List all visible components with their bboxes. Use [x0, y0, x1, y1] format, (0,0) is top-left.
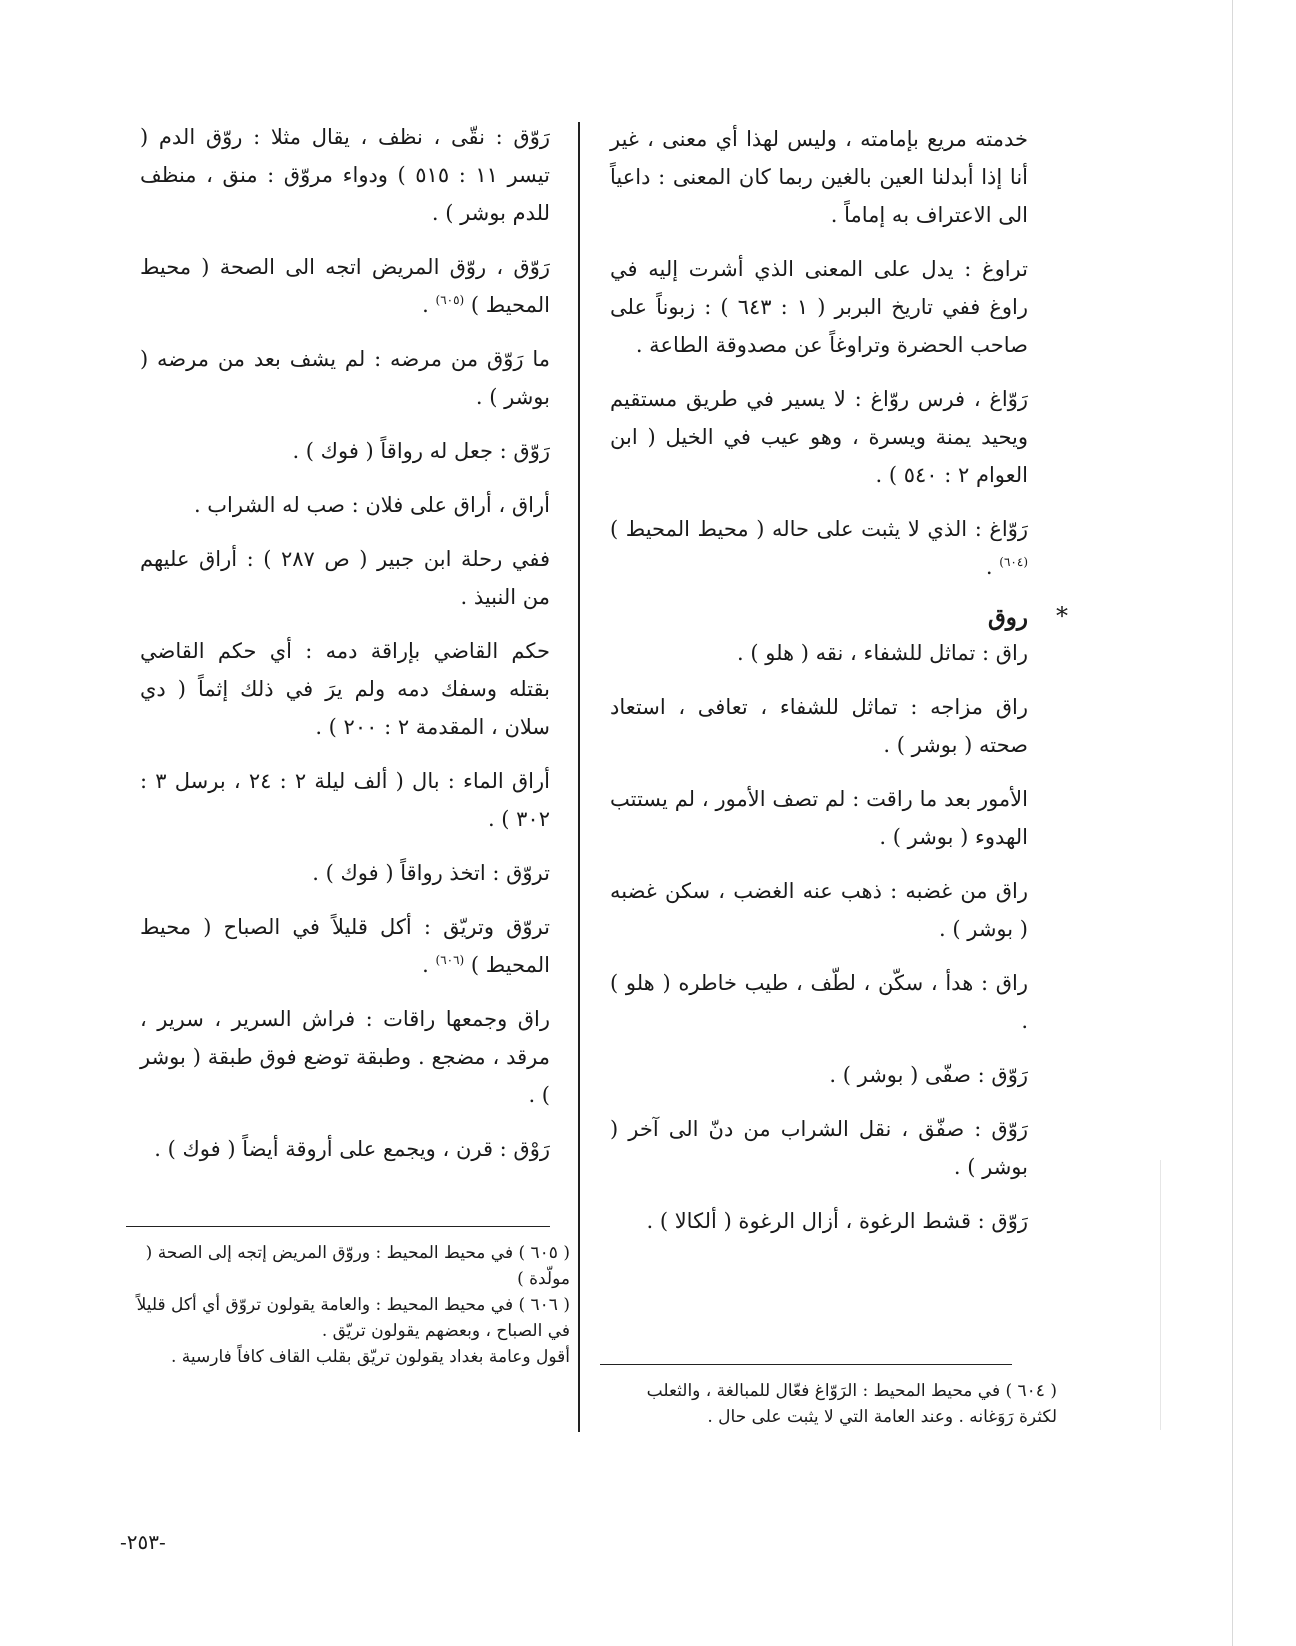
- entry-text: رَوّق ، روّق المريض اتجه الى الصحة ( محيط المحيط ): [140, 255, 550, 317]
- entry-paragraph: رَوّق : صفّق ، نقل الشراب من دنّ الى آخر ( بوشر ) .: [610, 1117, 1028, 1179]
- entry-paragraph: ما رَوّق من مرضه : لم يشف بعد من مرضه ( بوشر ) .: [140, 347, 550, 409]
- footnote-ref: (٦٠٥): [435, 293, 465, 307]
- root-heading-block: [610, 602, 1068, 634]
- entry-paragraph: راق من غضبه : ذهب عنه الغضب ، سكن غضبه ( بوشر ) .: [610, 879, 1028, 941]
- column-divider: [578, 122, 580, 1432]
- right-column: [610, 120, 1068, 1256]
- entry-paragraph: حكم القاضي بإراقة دمه : أي حكم القاضي بقتله وسفك دمه ولم يرَ في ذلك إثماً ( دي سلان ، المقدمة ٢ : ٢٠٠ ) .: [140, 639, 550, 739]
- scan-artifact-line: [1160, 1160, 1161, 1430]
- entry-paragraph-rawwaq-patient: [140, 248, 550, 324]
- left-column: [140, 118, 550, 1184]
- footnote: ( ٦٠٤ ) في محيط المحيط : الرَوّاغ فعّال للمبالغة ، والثعلب لكثرة رَوَغانه . وعند العامة التي لا يثبت على حال .: [646, 1381, 1057, 1427]
- entry-paragraph: أراق ، أراق على فلان : صب له الشراب .: [193, 493, 550, 517]
- scan-edge-line: [1232, 0, 1233, 1646]
- entry-end: .: [422, 953, 436, 977]
- entry-text: تروّق وتريّق : أكل قليلاً في الصباح ( محيط المحيط ): [140, 915, 550, 977]
- entry-paragraph: رَوّاغ ، فرس روّاغ : لا يسير في طريق مستقيم ويحيد يمنة ويسرة ، وهو عيب في الخيل ( ابن العوام ٢ : ٥٤٠ ) .: [610, 387, 1028, 487]
- entry-paragraph: راق وجمعها راقات : فراش السرير ، سرير ، مرقد ، مضجع . وطبقة توضع فوق طبقة ( بوشر ) .: [140, 1007, 550, 1107]
- footnote: ( ٦٠٥ ) في محيط المحيط : وروّق المريض إتجه إلى الصحة ( مولّدة ): [145, 1243, 570, 1289]
- entry-paragraph: رَوْق : قرن ، ويجمع على أروقة أيضاً ( فوك ) .: [154, 1137, 550, 1161]
- entry-paragraph-rawwagh: [610, 510, 1028, 586]
- entry-paragraph: راق : تماثل للشفاء ، نقه ( هلو ) .: [737, 641, 1028, 665]
- entry-paragraph-tarawwuq: [140, 908, 550, 984]
- entry-paragraph: تراوغ : يدل على المعنى الذي أشرت إليه في راوغ ففي تاريخ البربر ( ١ : ٦٤٣ ) : زبوناً على صاحب الحضرة وتراوغاً عن مصدوقة الطاعة .: [610, 257, 1028, 357]
- entry-paragraph: رَوّق : جعل له رواقاً ( فوك ) .: [292, 439, 550, 463]
- footnote: ( ٦٠٦ ) في محيط المحيط : والعامة يقولون تروّق أي أكل قليلاً في الصباح ، وبعضهم يقولون تريّق .: [136, 1295, 570, 1341]
- entry-paragraph: الأمور بعد ما راقت : لم تصف الأمور ، لم يستتب الهدوء ( بوشر ) .: [610, 787, 1028, 849]
- entry-text: رَوّاغ : الذي لا يثبت على حاله ( محيط المحيط ): [610, 517, 1028, 541]
- footnote-rule-right: [600, 1364, 1012, 1365]
- entry-paragraph: خدمته مريع بإمامته ، وليس لهذا أي معنى ، غير أنا إذا أبدلنا العين بالغين ربما كان المعنى : داعياً الى الاعتراف به إماماً .: [610, 127, 1028, 227]
- entry-end: .: [985, 555, 1000, 579]
- entry-paragraph: رَوّق : صفّى ( بوشر ) .: [829, 1063, 1028, 1087]
- entry-paragraph: تروّق : اتخذ رواقاً ( فوك ) .: [312, 861, 550, 885]
- entry-paragraph: رَوّق : قشط الرغوة ، أزال الرغوة ( ألكالا ) .: [646, 1209, 1028, 1233]
- entry-paragraph: أراق الماء : بال ( ألف ليلة ٢ : ٢٤ ، برسل ٣ : ٣٠٢ ) .: [140, 769, 550, 831]
- page-number: -٢٥٣-: [120, 1530, 166, 1554]
- entry-paragraph: رَوّق : نقّى ، نظف ، يقال مثلا : روّق الدم ( تيسر ١١ : ٥١٥ ) ودواء مروّق : منق ، منظف للدم بوشر ) .: [140, 125, 550, 225]
- footnote-ref: (٦٠٦): [435, 953, 465, 967]
- footnote-rule-left: [126, 1226, 550, 1227]
- footnote-ref: (٦٠٤): [999, 555, 1028, 569]
- footnotes-left: [118, 1240, 570, 1370]
- entry-paragraph: ففي رحلة ابن جبير ( ص ٢٨٧ ) : أراق عليهم من النبيذ .: [140, 547, 550, 609]
- entry-end: .: [422, 293, 436, 317]
- entry-paragraph: راق مزاجه : تماثل للشفاء ، تعافى ، استعاد صحته ( بوشر ) .: [610, 695, 1028, 757]
- root-star-marker: *: [1056, 602, 1068, 630]
- root-heading: روق: [987, 604, 1028, 631]
- footnotes-right: [605, 1378, 1057, 1430]
- footnote: أقول وعامة بغداد يقولون تريّق بقلب القاف كافاً فارسية .: [170, 1347, 570, 1367]
- entry-paragraph: راق : هدأ ، سكّن ، لطّف ، طيب خاطره ( هلو ) .: [610, 971, 1028, 1033]
